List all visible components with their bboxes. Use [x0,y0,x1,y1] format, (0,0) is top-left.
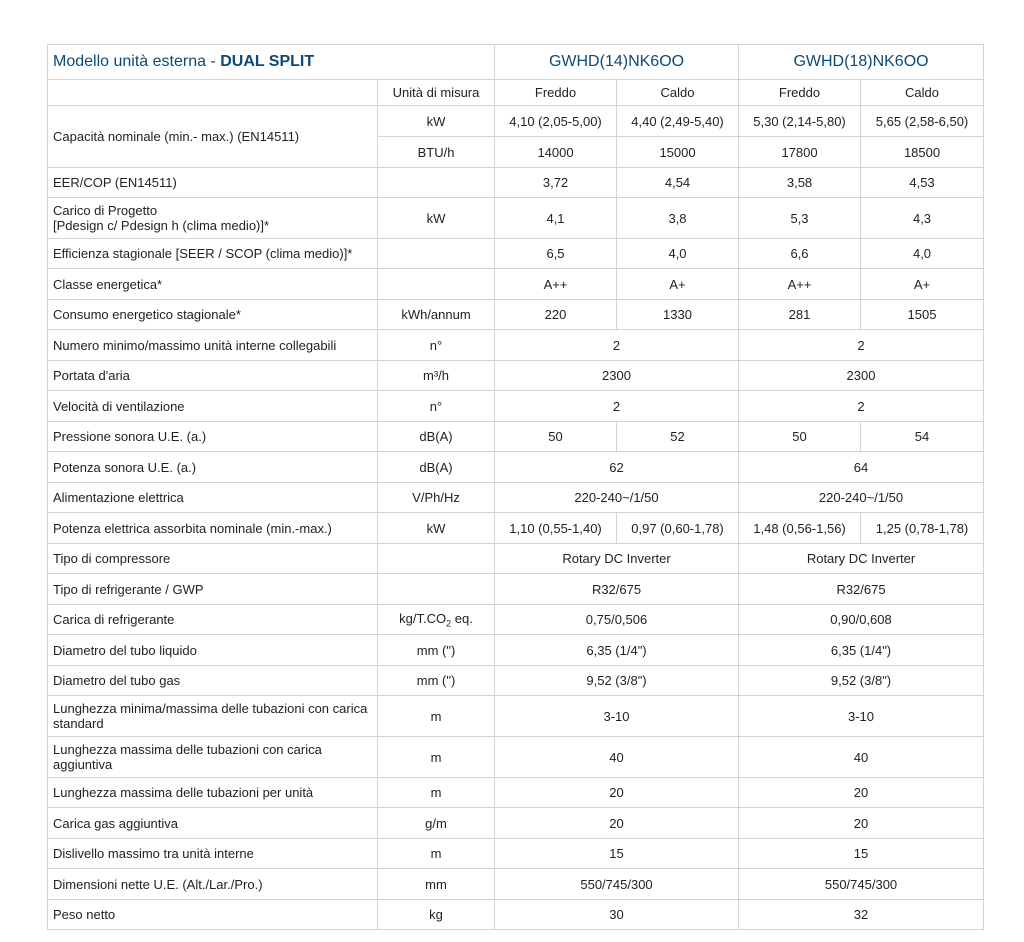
row-unit: m [378,839,495,869]
title-prefix: Modello unità esterna - [53,53,221,70]
table-row [48,106,984,137]
value-cell: 3-10 [495,696,739,737]
value-cell: 20 [739,778,984,808]
row-unit: m [378,696,495,737]
row-label: Lunghezza massima delle tubazioni con carica aggiuntiva [48,737,378,778]
row-label: Lunghezza minima/massima delle tubazioni con carica standard [48,696,378,737]
value-cell: 550/745/300 [739,869,984,900]
table-row [48,361,984,391]
table-row [48,666,984,696]
value-cell: Rotary DC Inverter [739,544,984,574]
row-label: Potenza sonora U.E. (a.) [48,452,378,483]
table-row [48,483,984,513]
table-row [48,452,984,483]
row-unit: mm (") [378,635,495,666]
value-cell: 3,58 [739,168,861,198]
value-cell: 5,3 [739,198,861,239]
value-cell: 20 [495,808,739,839]
row-label: Velocità di ventilazione [48,391,378,422]
row-label: Consumo energetico stagionale* [48,300,378,330]
value-cell: 15 [495,839,739,869]
table-row [48,269,984,300]
row-label: Tipo di compressore [48,544,378,574]
row-label: Portata d'aria [48,361,378,391]
table-row [48,168,984,198]
value-cell: 18500 [861,137,984,168]
table-row [48,513,984,544]
value-cell: R32/675 [495,574,739,605]
table-row [48,808,984,839]
value-cell: 281 [739,300,861,330]
value-cell: 20 [495,778,739,808]
row-label: Dislivello massimo tra unità interne [48,839,378,869]
value-cell: 3,8 [617,198,739,239]
value-cell: 4,3 [861,198,984,239]
row-label: Carica di refrigerante [48,605,378,635]
row-unit: V/Ph/Hz [378,483,495,513]
row-label: Pressione sonora U.E. (a.) [48,422,378,452]
value-cell: 2300 [495,361,739,391]
spec-table [47,44,984,930]
table-row [48,198,984,239]
table-row [48,778,984,808]
value-cell: 4,0 [617,239,739,269]
value-cell: 40 [739,737,984,778]
value-cell: 2 [739,330,984,361]
label-line: [Pdesign c/ Pdesign h (clima medio)]* [53,218,270,233]
row-label: Efficienza stagionale [SEER / SCOP (clima medio)]* [48,239,378,269]
row-unit: kW [378,513,495,544]
value-cell: 1,48 (0,56-1,56) [739,513,861,544]
value-cell: A++ [495,269,617,300]
table-row [48,422,984,452]
value-cell: 220-240~/1/50 [495,483,739,513]
row-unit [378,168,495,198]
value-cell: 2 [739,391,984,422]
row-label: Numero minimo/massimo unità interne collegabili [48,330,378,361]
row-unit [378,544,495,574]
value-cell: 9,52 (3/8") [495,666,739,696]
value-cell: 0,97 (0,60-1,78) [617,513,739,544]
row-unit: n° [378,391,495,422]
table-row [48,737,984,778]
value-cell: 1,25 (0,78-1,78) [861,513,984,544]
row-unit: g/m [378,808,495,839]
model-2-header: GWHD(18)NK6OO [739,45,984,80]
value-cell: 4,10 (2,05-5,00) [495,106,617,137]
value-cell: A++ [739,269,861,300]
row-label: Dimensioni nette U.E. (Alt./Lar./Pro.) [48,869,378,900]
row-unit: kg [378,900,495,930]
row-unit [378,269,495,300]
value-cell: 4,0 [861,239,984,269]
row-unit: mm [378,869,495,900]
value-cell: A+ [617,269,739,300]
row-label: EER/COP (EN14511) [48,168,378,198]
row-unit: m [378,778,495,808]
row-unit: n° [378,330,495,361]
unit-header: Unità di misura [378,80,495,106]
value-cell: 0,90/0,608 [739,605,984,635]
mode-header: Freddo [739,80,861,106]
value-cell: 40 [495,737,739,778]
value-cell: 4,1 [495,198,617,239]
value-cell: 3-10 [739,696,984,737]
value-cell: 30 [495,900,739,930]
row-unit: m³/h [378,361,495,391]
table-row [48,574,984,605]
row-unit: dB(A) [378,452,495,483]
value-cell: Rotary DC Inverter [495,544,739,574]
row-unit: kW [378,106,495,137]
model-1-header: GWHD(14)NK6OO [495,45,739,80]
table-row [48,300,984,330]
table-row [48,869,984,900]
value-cell: 6,6 [739,239,861,269]
table-title [48,45,495,80]
table-row [48,900,984,930]
value-cell: 50 [495,422,617,452]
row-unit: mm (") [378,666,495,696]
value-cell: A+ [861,269,984,300]
value-cell: 220 [495,300,617,330]
unit-part: kg/T.CO [399,610,447,626]
value-cell: 5,65 (2,58-6,50) [861,106,984,137]
value-cell: R32/675 [739,574,984,605]
row-label: Diametro del tubo liquido [48,635,378,666]
value-cell: 32 [739,900,984,930]
value-cell: 6,35 (1/4") [495,635,739,666]
row-label: Capacità nominale (min.- max.) (EN14511) [48,106,378,168]
row-label [48,198,378,239]
row-label: Potenza elettrica assorbita nominale (min.-max.) [48,513,378,544]
value-cell: 62 [495,452,739,483]
value-cell: 550/745/300 [495,869,739,900]
value-cell: 2 [495,330,739,361]
row-label: Classe energetica* [48,269,378,300]
row-label: Alimentazione elettrica [48,483,378,513]
model-header-row [48,45,984,80]
value-cell: 9,52 (3/8") [739,666,984,696]
mode-header: Freddo [495,80,617,106]
value-cell: 2300 [739,361,984,391]
value-cell: 14000 [495,137,617,168]
table-row [48,330,984,361]
value-cell: 15000 [617,137,739,168]
row-label: Lunghezza massima delle tubazioni per unità [48,778,378,808]
table-row [48,635,984,666]
value-cell: 20 [739,808,984,839]
row-label: Carica gas aggiuntiva [48,808,378,839]
row-unit: dB(A) [378,422,495,452]
row-label: Diametro del tubo gas [48,666,378,696]
value-cell: 6,5 [495,239,617,269]
mode-header: Caldo [617,80,739,106]
value-cell: 3,72 [495,168,617,198]
title-bold: DUAL SPLIT [220,53,315,70]
value-cell: 64 [739,452,984,483]
value-cell: 4,54 [617,168,739,198]
mode-header-row [48,80,984,106]
mode-header: Caldo [861,80,984,106]
value-cell: 0,75/0,506 [495,605,739,635]
value-cell: 54 [861,422,984,452]
row-unit: kWh/annum [378,300,495,330]
value-cell: 50 [739,422,861,452]
table-row [48,696,984,737]
value-cell: 17800 [739,137,861,168]
value-cell: 2 [495,391,739,422]
value-cell: 52 [617,422,739,452]
row-unit: BTU/h [378,137,495,168]
row-unit [378,605,495,635]
empty-cell [48,80,378,106]
table-row [48,239,984,269]
value-cell: 1330 [617,300,739,330]
row-unit [378,239,495,269]
value-cell: 220-240~/1/50 [739,483,984,513]
table-row [48,605,984,635]
value-cell: 4,40 (2,49-5,40) [617,106,739,137]
value-cell: 5,30 (2,14-5,80) [739,106,861,137]
row-label: Peso netto [48,900,378,930]
label-line: Carico di Progetto [53,203,158,218]
value-cell: 1505 [861,300,984,330]
table-row [48,839,984,869]
unit-part: eq. [451,610,473,626]
row-unit [378,574,495,605]
value-cell: 4,53 [861,168,984,198]
unit-subscript: 2 [446,618,452,629]
row-unit: kW [378,198,495,239]
value-cell: 15 [739,839,984,869]
value-cell: 6,35 (1/4") [739,635,984,666]
table-row [48,544,984,574]
table-row [48,391,984,422]
row-label: Tipo di refrigerante / GWP [48,574,378,605]
value-cell: 1,10 (0,55-1,40) [495,513,617,544]
row-unit: m [378,737,495,778]
